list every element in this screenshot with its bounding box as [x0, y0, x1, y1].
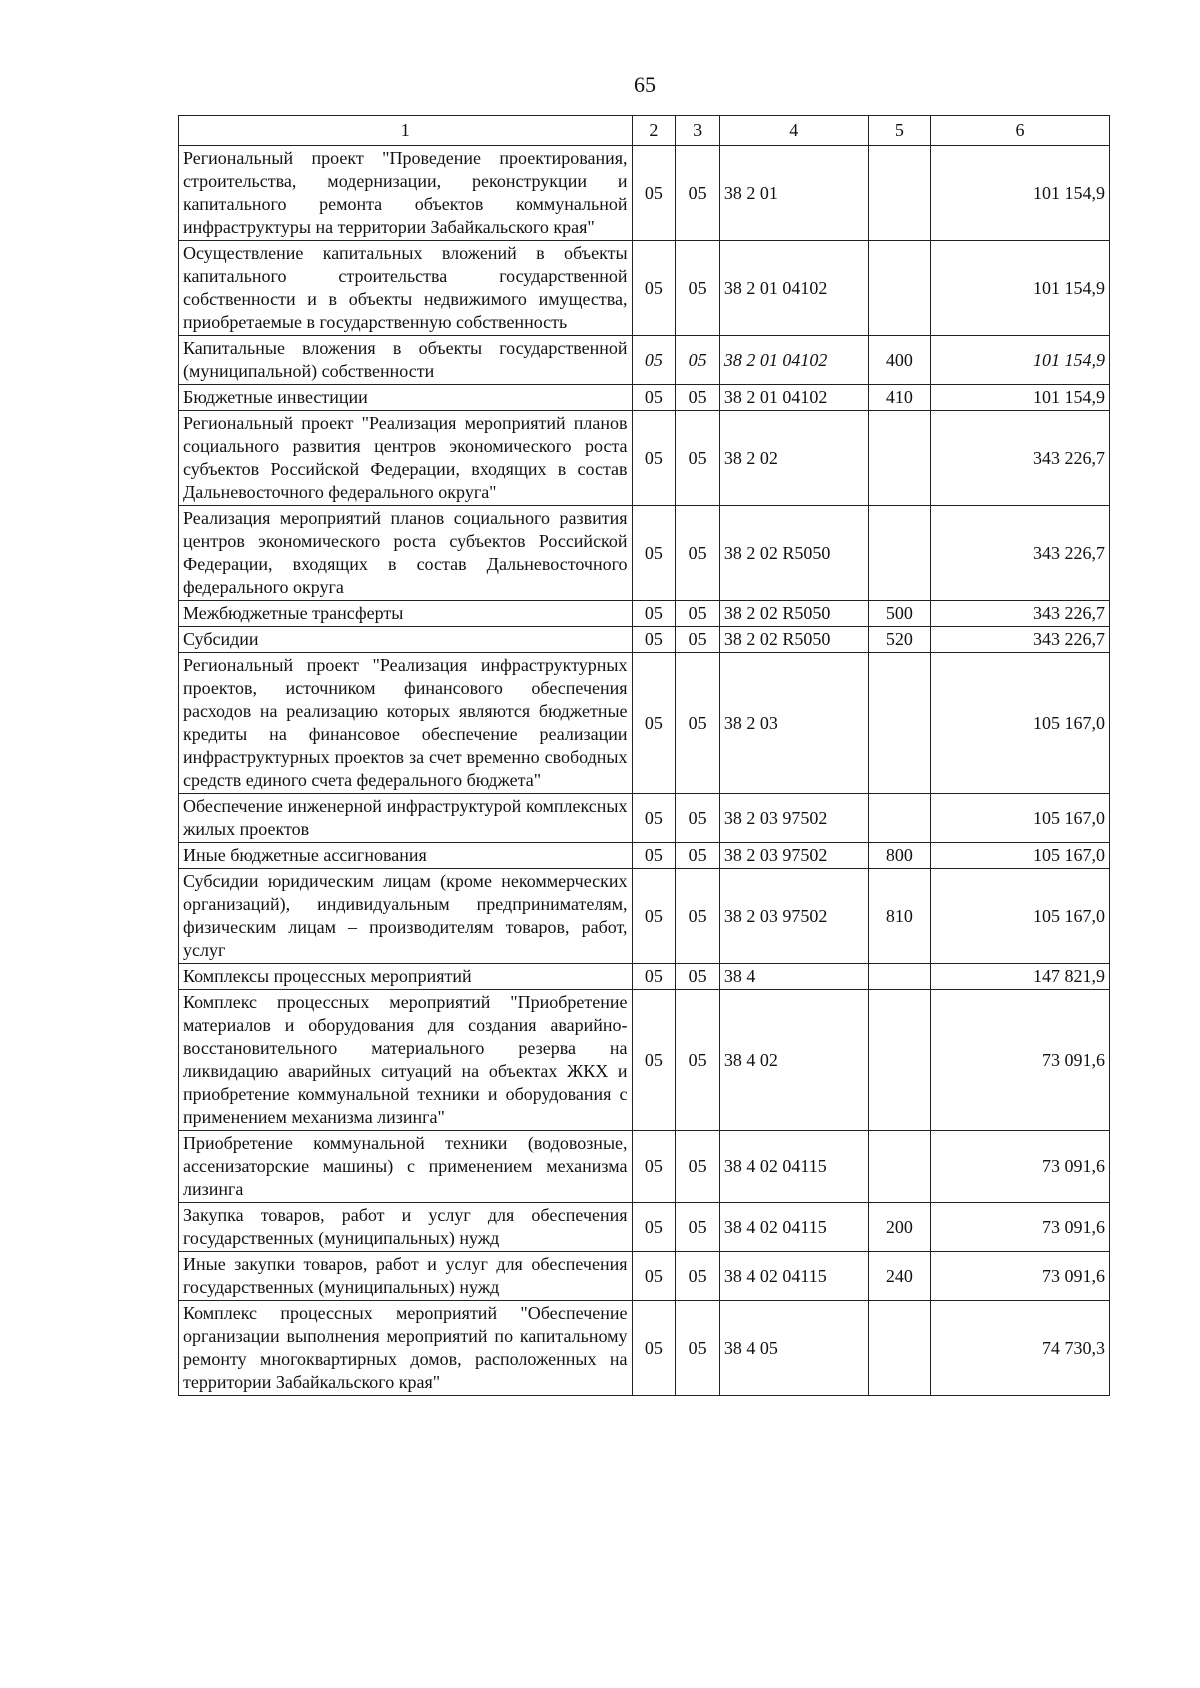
- row-subsection: 05: [676, 653, 720, 794]
- table-row: [179, 336, 1110, 385]
- row-name: Приобретение коммунальной техники (водовозные, ассенизаторские машины) с применением механизма лизинга: [179, 1131, 633, 1203]
- row-subsection: 05: [676, 964, 720, 990]
- column-header: 1: [179, 116, 633, 146]
- row-expense-type: [868, 990, 930, 1131]
- row-expense-type: [868, 241, 930, 336]
- column-header: 3: [676, 116, 720, 146]
- table-row: [179, 1131, 1110, 1203]
- row-amount: 343 226,7: [931, 601, 1110, 627]
- row-expense-type: [868, 1301, 930, 1396]
- row-expense-type: 200: [868, 1203, 930, 1252]
- row-amount: 74 730,3: [931, 1301, 1110, 1396]
- row-target-code: 38 2 01 04102: [719, 385, 868, 411]
- row-target-code: 38 4: [719, 964, 868, 990]
- column-header: 5: [868, 116, 930, 146]
- row-amount: 101 154,9: [931, 385, 1110, 411]
- row-name: Региональный проект "Проведение проектирования, строительства, модернизации, реконструкции и капитального ремонта объектов коммунальной инфраструктуры на территории Забайкальского края": [179, 146, 633, 241]
- row-name: Субсидии: [179, 627, 633, 653]
- row-section: 05: [632, 506, 676, 601]
- row-section: 05: [632, 1203, 676, 1252]
- row-amount: 147 821,9: [931, 964, 1110, 990]
- row-name: Иные закупки товаров, работ и услуг для обеспечения государственных (муниципальных) нужд: [179, 1252, 633, 1301]
- row-expense-type: 810: [868, 869, 930, 964]
- row-amount: 101 154,9: [931, 241, 1110, 336]
- row-subsection: 05: [676, 146, 720, 241]
- row-target-code: 38 2 03 97502: [719, 843, 868, 869]
- budget-table: [178, 115, 1110, 1396]
- row-subsection: 05: [676, 601, 720, 627]
- table-row: [179, 990, 1110, 1131]
- table-row: [179, 1203, 1110, 1252]
- row-expense-type: 410: [868, 385, 930, 411]
- row-subsection: 05: [676, 843, 720, 869]
- row-subsection: 05: [676, 869, 720, 964]
- row-expense-type: 800: [868, 843, 930, 869]
- row-target-code: 38 2 03 97502: [719, 869, 868, 964]
- row-target-code: 38 4 02: [719, 990, 868, 1131]
- row-name: Комплекс процессных мероприятий "Приобретение материалов и оборудования для создания аварийно-восстановительного материального резерва на ликвидацию аварийных ситуаций на объектах ЖКХ и приобретение коммунальной техники и оборудования с применением механизма лизинга": [179, 990, 633, 1131]
- table-row: [179, 869, 1110, 964]
- row-target-code: 38 4 05: [719, 1301, 868, 1396]
- row-name: Иные бюджетные ассигнования: [179, 843, 633, 869]
- row-name: Региональный проект "Реализация мероприятий планов социального развития центров экономического роста субъектов Российской Федерации, входящих в состав Дальневосточного федерального округа": [179, 411, 633, 506]
- row-target-code: 38 2 03: [719, 653, 868, 794]
- row-name: Комплекс процессных мероприятий "Обеспечение организации выполнения мероприятий по капитальному ремонту многоквартирных домов, расположенных на территории Забайкальского края": [179, 1301, 633, 1396]
- row-section: 05: [632, 794, 676, 843]
- row-section: 05: [632, 627, 676, 653]
- page-number: 65: [634, 72, 656, 97]
- row-section: 05: [632, 843, 676, 869]
- row-expense-type: [868, 653, 930, 794]
- row-section: 05: [632, 411, 676, 506]
- row-expense-type: 400: [868, 336, 930, 385]
- row-target-code: 38 2 02 R5050: [719, 601, 868, 627]
- row-name: Субсидии юридическим лицам (кроме некоммерческих организаций), индивидуальным предпринимателям, физическим лицам – производителям товаров, работ, услуг: [179, 869, 633, 964]
- table-row: [179, 601, 1110, 627]
- row-expense-type: 500: [868, 601, 930, 627]
- table-row: [179, 843, 1110, 869]
- row-amount: 73 091,6: [931, 1252, 1110, 1301]
- row-subsection: 05: [676, 411, 720, 506]
- row-subsection: 05: [676, 506, 720, 601]
- row-amount: 105 167,0: [931, 794, 1110, 843]
- column-header: 2: [632, 116, 676, 146]
- table-row: [179, 627, 1110, 653]
- row-expense-type: [868, 146, 930, 241]
- row-target-code: 38 2 03 97502: [719, 794, 868, 843]
- row-target-code: 38 2 02 R5050: [719, 627, 868, 653]
- row-subsection: 05: [676, 627, 720, 653]
- row-amount: 105 167,0: [931, 869, 1110, 964]
- row-subsection: 05: [676, 336, 720, 385]
- row-expense-type: [868, 506, 930, 601]
- row-section: 05: [632, 1301, 676, 1396]
- row-section: 05: [632, 146, 676, 241]
- row-amount: 73 091,6: [931, 1131, 1110, 1203]
- table-row: [179, 506, 1110, 601]
- row-amount: 343 226,7: [931, 411, 1110, 506]
- row-expense-type: 520: [868, 627, 930, 653]
- table-row: [179, 794, 1110, 843]
- row-name: Региональный проект "Реализация инфраструктурных проектов, источником финансового обеспечения расходов на реализацию которых являются бюджетные кредиты на финансовое обеспечение реализации инфраструктурных проектов за счет временно свободных средств единого счета федерального бюджета": [179, 653, 633, 794]
- row-target-code: 38 2 02: [719, 411, 868, 506]
- row-target-code: 38 2 01: [719, 146, 868, 241]
- row-subsection: 05: [676, 1252, 720, 1301]
- row-subsection: 05: [676, 1203, 720, 1252]
- table-row: [179, 241, 1110, 336]
- row-target-code: 38 2 01 04102: [719, 241, 868, 336]
- row-amount: 105 167,0: [931, 843, 1110, 869]
- row-name: Реализация мероприятий планов социального развития центров экономического роста субъектов Российской Федерации, входящих в состав Дальневосточного федерального округа: [179, 506, 633, 601]
- row-target-code: 38 2 02 R5050: [719, 506, 868, 601]
- row-expense-type: [868, 1131, 930, 1203]
- row-subsection: 05: [676, 1301, 720, 1396]
- row-target-code: 38 4 02 04115: [719, 1252, 868, 1301]
- row-amount: 105 167,0: [931, 653, 1110, 794]
- row-amount: 343 226,7: [931, 627, 1110, 653]
- row-section: 05: [632, 990, 676, 1131]
- row-expense-type: [868, 411, 930, 506]
- table-row: [179, 1301, 1110, 1396]
- row-subsection: 05: [676, 1131, 720, 1203]
- row-amount: 101 154,9: [931, 336, 1110, 385]
- row-name: Комплексы процессных мероприятий: [179, 964, 633, 990]
- row-expense-type: [868, 964, 930, 990]
- row-target-code: 38 4 02 04115: [719, 1131, 868, 1203]
- row-expense-type: [868, 794, 930, 843]
- row-section: 05: [632, 653, 676, 794]
- table-row: [179, 411, 1110, 506]
- row-amount: 73 091,6: [931, 990, 1110, 1131]
- row-name: Бюджетные инвестиции: [179, 385, 633, 411]
- row-name: Осуществление капитальных вложений в объекты капитального строительства государственной собственности и в объекты недвижимого имущества, приобретаемые в государственную собственность: [179, 241, 633, 336]
- row-amount: 73 091,6: [931, 1203, 1110, 1252]
- table-row: [179, 146, 1110, 241]
- row-subsection: 05: [676, 990, 720, 1131]
- row-amount: 343 226,7: [931, 506, 1110, 601]
- row-section: 05: [632, 601, 676, 627]
- row-name: Межбюджетные трансферты: [179, 601, 633, 627]
- header-row: [179, 116, 1110, 146]
- row-section: 05: [632, 385, 676, 411]
- table-row: [179, 964, 1110, 990]
- row-section: 05: [632, 336, 676, 385]
- row-name: Капитальные вложения в объекты государственной (муниципальной) собственности: [179, 336, 633, 385]
- row-amount: 101 154,9: [931, 146, 1110, 241]
- row-section: 05: [632, 964, 676, 990]
- table-row: [179, 1252, 1110, 1301]
- row-section: 05: [632, 869, 676, 964]
- table-row: [179, 385, 1110, 411]
- column-header: 6: [931, 116, 1110, 146]
- row-subsection: 05: [676, 241, 720, 336]
- row-target-code: 38 4 02 04115: [719, 1203, 868, 1252]
- row-section: 05: [632, 241, 676, 336]
- row-name: Обеспечение инженерной инфраструктурой комплексных жилых проектов: [179, 794, 633, 843]
- row-expense-type: 240: [868, 1252, 930, 1301]
- table-row: [179, 653, 1110, 794]
- column-header: 4: [719, 116, 868, 146]
- row-section: 05: [632, 1131, 676, 1203]
- row-subsection: 05: [676, 794, 720, 843]
- row-subsection: 05: [676, 385, 720, 411]
- row-name: Закупка товаров, работ и услуг для обеспечения государственных (муниципальных) нужд: [179, 1203, 633, 1252]
- row-section: 05: [632, 1252, 676, 1301]
- row-target-code: 38 2 01 04102: [719, 336, 868, 385]
